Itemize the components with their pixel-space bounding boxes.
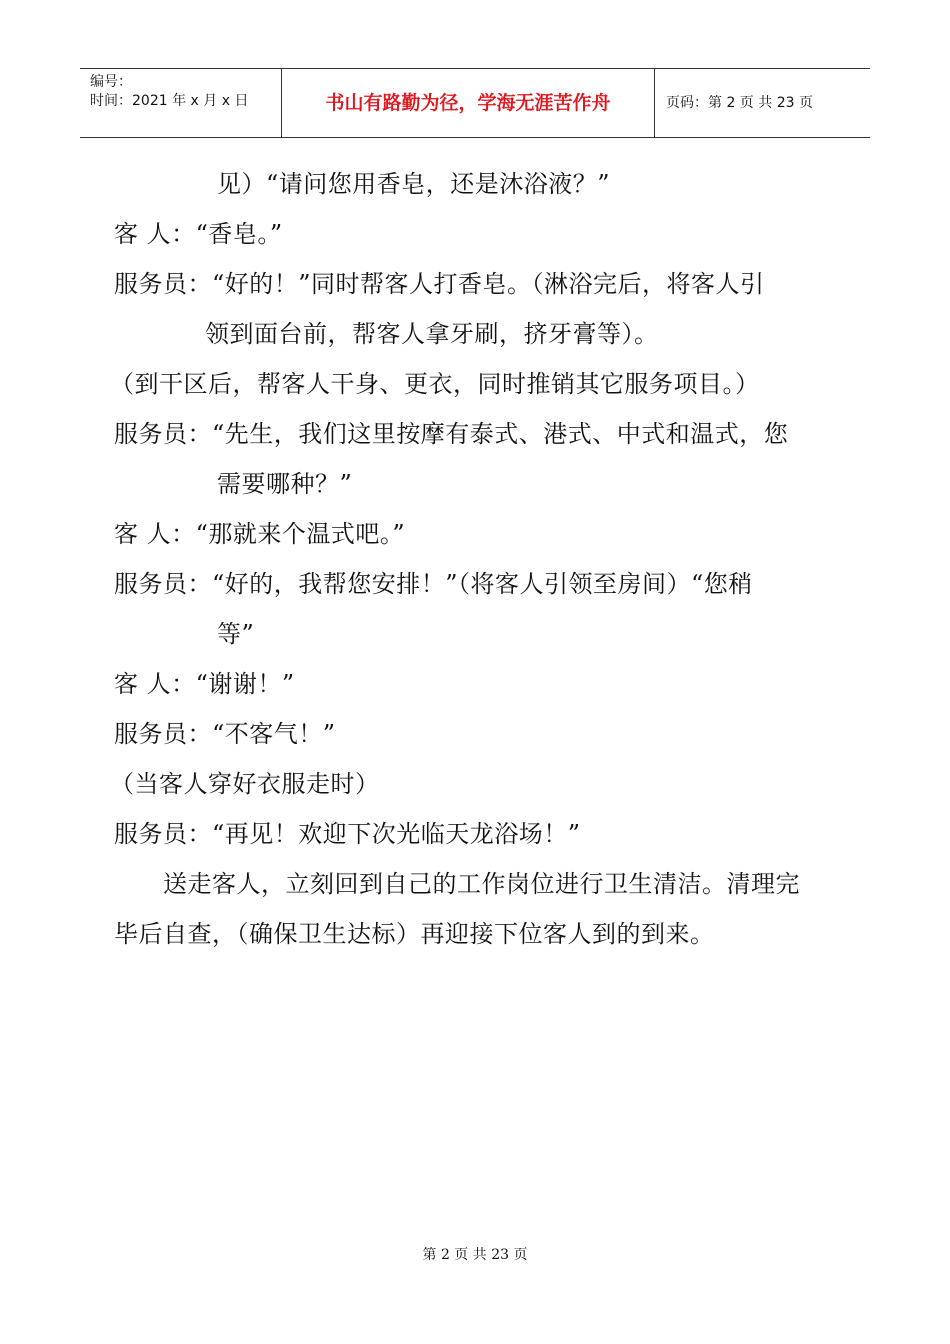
body-line: 服务员：“再见！欢迎下次光临天龙浴场！”: [114, 820, 581, 848]
document-header: [80, 68, 870, 138]
body-line: 送走客人，立刻回到自己的工作岗位进行卫生清洁。清理完: [163, 870, 800, 898]
body-line: 等”: [217, 620, 255, 648]
body-line: 客 人：“谢谢！”: [114, 670, 295, 698]
document-number-label: 编号：: [90, 74, 132, 90]
page-footer: 第 2 页 共 23 页: [422, 1247, 528, 1263]
body-line: 服务员：“好的！”同时帮客人打香皂。（淋浴完后，将客人引: [114, 270, 765, 298]
body-line: 客 人：“香皂。”: [114, 220, 283, 248]
header-meta-cell: [80, 69, 282, 137]
body-line: 见）“请问您用香皂，还是沐浴液？”: [217, 170, 611, 198]
document-date-label: 时间：2021 年 x 月 x 日: [90, 93, 249, 109]
body-line: （到干区后，帮客人干身、更衣，同时推销其它服务项目。）: [110, 370, 760, 398]
body-line: 毕后自查，（确保卫生达标）再迎接下位客人到的到来。: [114, 920, 715, 948]
body-line: 客 人：“那就来个温式吧。”: [114, 520, 406, 548]
header-motto: 书山有路勤为径，学海无涯苦作舟: [282, 69, 655, 137]
body-line: （当客人穿好衣服走时）: [110, 770, 380, 798]
header-page-info: 页码：第 2 页 共 23 页: [666, 95, 813, 111]
body-line: 服务员：“好的，我帮您安排！”（将客人引领至房间）“您稍: [114, 570, 753, 598]
body-line: 服务员：“先生，我们这里按摩有泰式、港式、中式和温式，您: [114, 420, 789, 448]
body-line: 服务员：“不客气！”: [114, 720, 336, 748]
body-line: 需要哪种？”: [217, 470, 353, 498]
body-line: 领到面台前，帮客人拿牙刷，挤牙膏等）。: [205, 320, 659, 348]
